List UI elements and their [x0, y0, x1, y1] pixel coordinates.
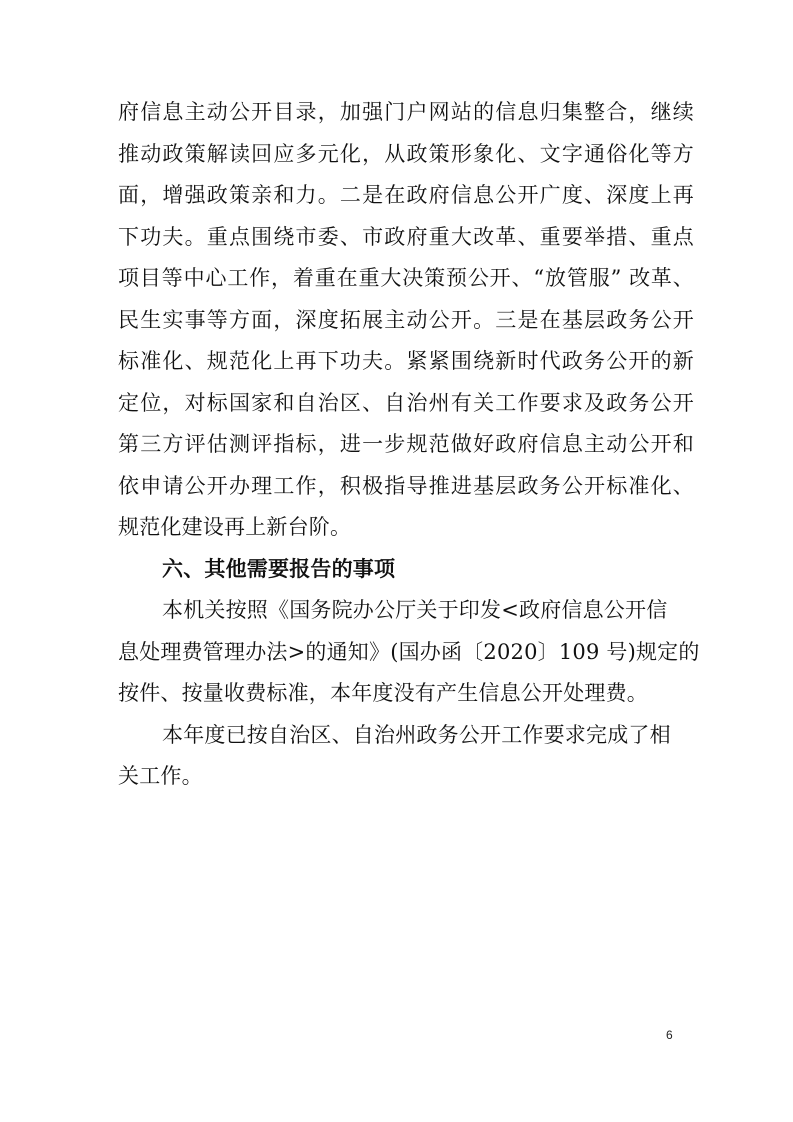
paragraph-fee-note	[118, 590, 700, 715]
text-line: 关工作。	[118, 764, 203, 788]
text-line: 项目等中心工作，着重在重大决策预公开、“放管服” 改革、	[118, 266, 694, 290]
text-line: 第三方评估测评指标，进一步规范做好政府信息主动公开和	[118, 432, 694, 456]
text-line: 定位，对标国家和自治区、自治州有关工作要求及政务公开	[118, 390, 694, 415]
text-line: 推动政策解读回应多元化，从政策形象化、文字通俗化等方	[118, 141, 694, 166]
text-line: 下功夫。重点围绕市委、市政府重大改革、重要举措、重点	[118, 224, 694, 249]
text-line: 息处理费管理办法>的通知》(国办函〔2020〕109 号)规定的	[118, 639, 700, 664]
document-body	[118, 92, 700, 798]
text-line: 按件、按量收费标准，本年度没有产生信息公开处理费。	[118, 681, 648, 705]
section-heading: 六、其他需要报告的事项	[162, 556, 396, 581]
page-number: 6	[666, 1028, 673, 1042]
paragraph-completion-note	[118, 715, 694, 798]
text-line: 本年度已按自治区、自治州政务公开工作要求完成了相	[162, 722, 671, 747]
text-line: 标准化、规范化上再下功夫。紧紧围绕新时代政务公开的新	[118, 349, 694, 373]
text-line: 面，增强政策亲和力。二是在政府信息公开广度、深度上再	[118, 183, 694, 207]
text-line: 民生实事等方面，深度拓展主动公开。三是在基层政务公开	[118, 307, 694, 332]
text-line: 本机关按照《国务院办公厅关于印发<政府信息公开信	[162, 598, 668, 622]
text-line: 依申请公开办理工作，积极指导推进基层政务公开标准化、	[118, 473, 694, 498]
text-line: 规范化建设再上新台阶。	[118, 515, 352, 539]
text-line: 府信息主动公开目录，加强门户网站的信息归集整合，继续	[118, 100, 694, 124]
paragraph-continuation	[118, 92, 694, 549]
